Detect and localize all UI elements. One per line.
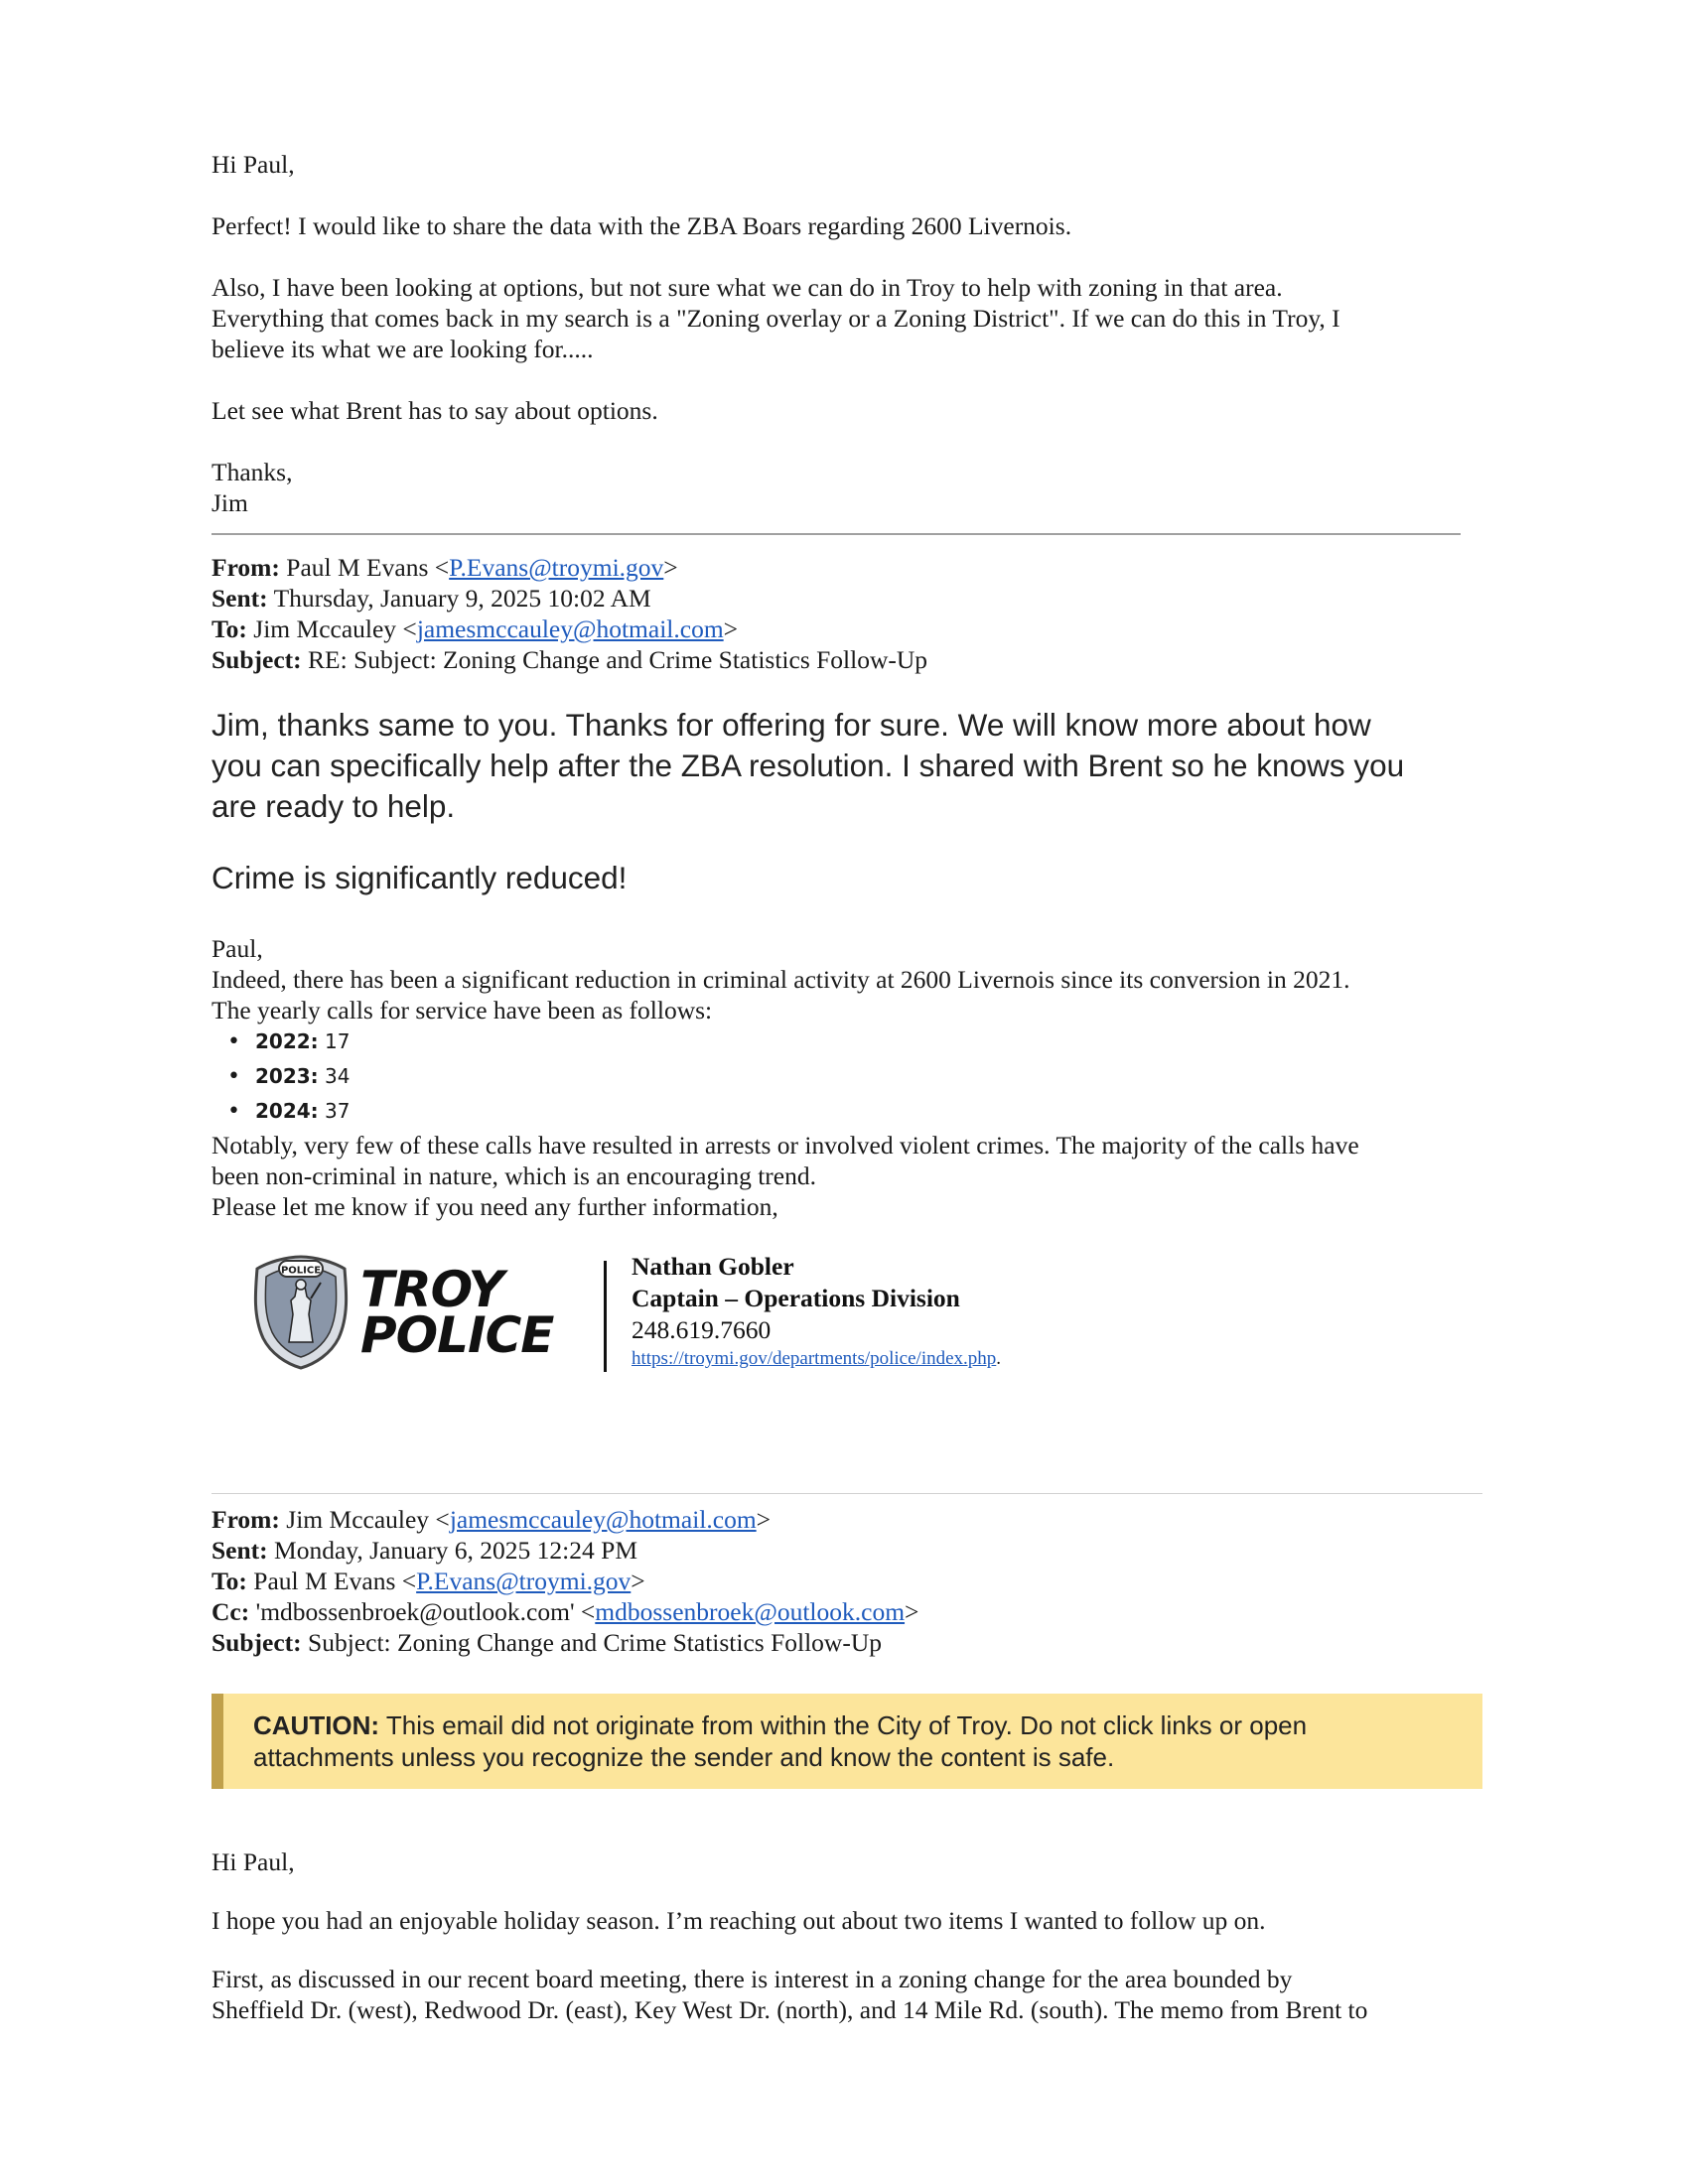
- paragraph-line: Also, I have been looking at options, but not sure what we can do in Troy to help with zoning in that area.: [211, 273, 1283, 302]
- signature-divider: [604, 1261, 607, 1372]
- police-note-closing: [211, 1130, 1359, 1222]
- email-header-2: [211, 1504, 918, 1658]
- sent-line: Sent: Monday, January 6, 2025 12:24 PM: [211, 1536, 637, 1565]
- reply-jim-body: [211, 149, 1340, 518]
- email-header-1: [211, 552, 927, 675]
- reply-paul-body: [211, 705, 1404, 898]
- greeting: Hi Paul,: [211, 150, 295, 179]
- cc-line: Cc: 'mdbossenbroek@outlook.com' <mdbossenbroek@outlook.com>: [211, 1597, 919, 1626]
- paragraph-line: The yearly calls for service have been as follows:: [211, 996, 713, 1024]
- police-note: [211, 933, 1349, 1025]
- paragraph-line: Notably, very few of these calls have resulted in arrests or involved violent crimes. The majority of the calls have: [211, 1131, 1359, 1160]
- greeting: Hi Paul,: [211, 1847, 295, 1876]
- list-item: • 2024: 37: [255, 1094, 350, 1129]
- to-email-link[interactable]: P.Evans@troymi.gov: [416, 1567, 632, 1595]
- subject-line: Subject: RE: Subject: Zoning Change and Crime Statistics Follow-Up: [211, 645, 928, 674]
- divider: [211, 533, 1461, 535]
- paragraph: Let see what Brent has to say about options.: [211, 396, 658, 425]
- sent-line: Sent: Thursday, January 9, 2025 10:02 AM: [211, 584, 651, 613]
- paragraph: I hope you had an enjoyable holiday season. I’m reaching out about two items I wanted to follow up on.: [211, 1906, 1266, 1935]
- to-email-link[interactable]: jamesmccauley@hotmail.com: [416, 614, 724, 643]
- list-item: • 2022: 17: [255, 1024, 350, 1059]
- troy-police-logo: [360, 1261, 554, 1364]
- signature-block: [251, 1243, 1145, 1382]
- greeting: Paul,: [211, 934, 263, 963]
- cc-email-link[interactable]: mdbossenbroek@outlook.com: [595, 1597, 906, 1626]
- from-email-link[interactable]: jamesmccauley@hotmail.com: [449, 1505, 757, 1534]
- signer-title: Captain – Operations Division: [632, 1284, 960, 1312]
- logo-line-1: TROY: [360, 1261, 503, 1318]
- from-line: From: Jim Mccauley <jamesmccauley@hotmail.com>: [211, 1505, 772, 1534]
- paragraph-line: First, as discussed in our recent board meeting, there is interest in a zoning change for the area bounded by: [211, 1965, 1293, 1993]
- calls-list: [255, 1024, 350, 1129]
- signer-name: Jim: [211, 488, 248, 517]
- original-message-body: [211, 1846, 1367, 2025]
- logo-line-2: POLICE: [360, 1306, 554, 1364]
- subject-line: Subject: Subject: Zoning Change and Crime Statistics Follow-Up: [211, 1628, 882, 1657]
- from-line: From: Paul M Evans <P.Evans@troymi.gov>: [211, 553, 678, 582]
- external-email-caution-banner: [211, 1694, 1482, 1789]
- caution-line-1: CAUTION: This email did not originate from within the City of Troy. Do not click links or open: [253, 1710, 1308, 1740]
- paragraph-line: Please let me know if you need any further information,: [211, 1192, 778, 1221]
- signature-text: [632, 1251, 1001, 1372]
- paragraph-line: Indeed, there has been a significant reduction in criminal activity at 2600 Livernois since its conversion in 2021.: [211, 965, 1350, 994]
- police-badge-icon: [251, 1253, 351, 1370]
- paragraph-line: Sheffield Dr. (west), Redwood Dr. (east), Key West Dr. (north), and 14 Mile Rd. (south). The memo from Brent to: [211, 1995, 1368, 2024]
- badge-label: POLICE: [280, 1265, 322, 1277]
- to-line: To: Paul M Evans <P.Evans@troymi.gov>: [211, 1567, 645, 1595]
- divider: [211, 1493, 1482, 1494]
- paragraph: Perfect! I would like to share the data with the ZBA Boars regarding 2600 Livernois.: [211, 211, 1072, 240]
- to-line: To: Jim Mccauley <jamesmccauley@hotmail.com>: [211, 614, 739, 643]
- paragraph-line: Everything that comes back in my search is a "Zoning overlay or a Zoning District". If we can do this in Troy, I: [211, 304, 1340, 333]
- caution-line-2: attachments unless you recognize the sender and know the content is safe.: [253, 1742, 1115, 1772]
- signer-phone: 248.619.7660: [632, 1315, 772, 1344]
- paragraph-line: been non-criminal in nature, which is an encouraging trend.: [211, 1161, 816, 1190]
- paragraph-line: you can specifically help after the ZBA resolution. I shared with Brent so he knows you: [211, 748, 1405, 783]
- signature-url-line: https://troymi.gov/departments/police/index.php.: [632, 1348, 1002, 1369]
- list-item: • 2023: 34: [255, 1059, 350, 1094]
- paragraph: Crime is significantly reduced!: [211, 860, 628, 895]
- paragraph-line: are ready to help.: [211, 788, 456, 824]
- signer-name: Nathan Gobler: [632, 1252, 794, 1281]
- from-email-link[interactable]: P.Evans@troymi.gov: [449, 553, 664, 582]
- paragraph-line: Jim, thanks same to you. Thanks for offering for sure. We will know more about how: [211, 707, 1371, 743]
- police-website-link[interactable]: https://troymi.gov/departments/police/index.php: [632, 1348, 997, 1369]
- paragraph-line: believe its what we are looking for.....: [211, 335, 594, 363]
- signoff: Thanks,: [211, 458, 293, 486]
